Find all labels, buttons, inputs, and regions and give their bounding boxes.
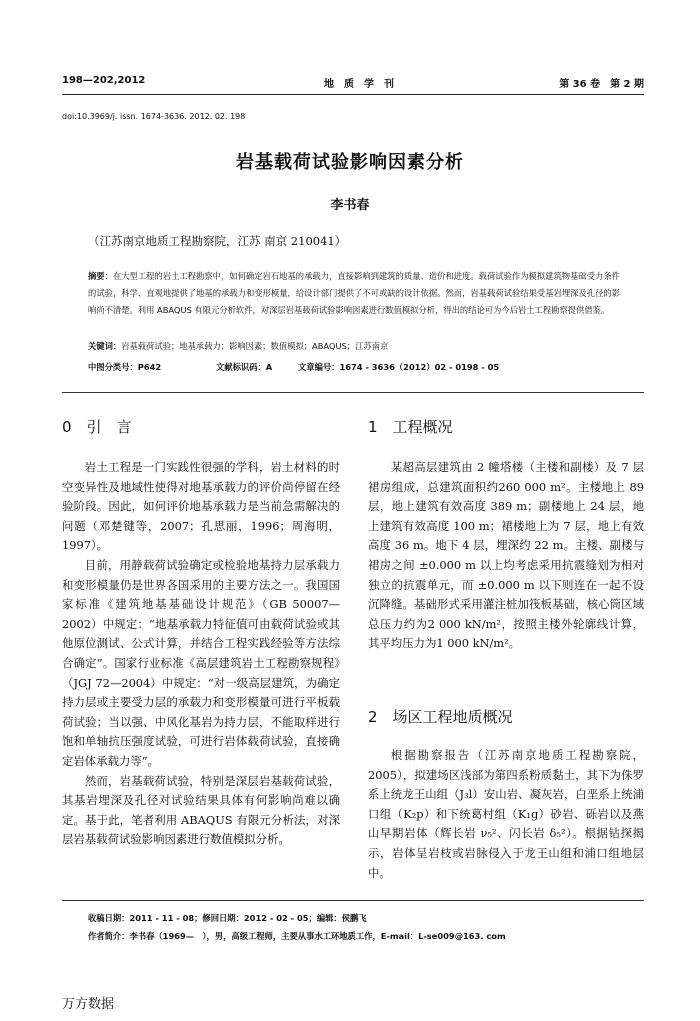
paragraph: 某超高层建筑由 2 幢塔楼（主楼和副楼）及 7 层裙房组成，总建筑面积约260 000 m²。主楼地上 89 层，地上建筑有效高度 389 m；副楼地上 24 层，地上建筑有效高度 100 m；裙楼地上为 7 层，地上有效高度 36 m。地下 4 层，埋深约 22 m。主楼、副楼与裙房之间 ±0.000 m 以上均考虑采用抗震缝划为相对独立的抗震单元，而 ±0.000 m 以下则连在一起不设沉降缝。基础形式采用灌注桩加筏板基础，核心筒区域总压力约为2 000 kN/m²，按照主楼外轮廓线计算，其平均压力为1 000 kN/m²。 [368,460,644,651]
article-number: 文章编号：1674 - 3636（2012）02 - 0198 - 05 [298,362,500,372]
clc-number: 中图分类号：P642 [88,362,162,372]
abstract-text: 在大型工程的岩土工程勘察中，如何确定岩石地基的承载力，直接影响到建筑的质量、造价和进度。载荷试验作为模拟建筑物基础受力条件的试验，科学、直观地提供了地基的承载力和变形模量，给设计部门提供了不可或缺的设计依据。然而，岩基载荷试验结果受基岩埋深及孔径的影响尚不清楚。利用 ABAQUS 有限元分析软件，对深层岩基载荷试验影响因素进行数值模拟分析，得出的结论可为今后岩土工程勘察提供借鉴。 [88,271,620,316]
author-bio: 作者简介：李书春（1969— ），男，高级工程师，主要从事水工环地质工作，E-mail：L-se009@163. com [88,931,506,941]
header-volume: 第 36 卷 第 2 期 [559,79,644,90]
paper-title: 岩基载荷试验影响因素分析 [236,152,464,173]
keywords-label: 关键词： [88,341,122,351]
section-0-body [62,458,340,850]
keywords [88,340,628,352]
doc-code: 文献标识码：A [216,362,273,372]
abstract-label: 摘要： [88,271,113,281]
running-header [62,75,644,89]
section-2-body [368,746,644,883]
author: 李书春 [330,198,370,213]
doi: doi:10.3969/j. issn. 1674-3636. 2012. 02. 198 [62,112,246,121]
keywords-text: 岩基载荷试验；地基承载力；影响因素；数值模拟；ABAQUS；江苏南京 [121,341,389,351]
section-2-heading: 2 场区工程地质概况 [368,708,513,726]
header-pages: 198—202,2012 [62,75,146,86]
paragraph: 目前，用静载荷试验确定或检验地基持力层承载力和变形模量仍是世界各国采用的主要方法之一。我国国家标准《建筑地基基础设计规范》（GB 50007—2002）中规定：“地基承载力特征值可由载荷试验或其他原位测试、公式计算，并结合工程实践经验等方法综合确定”。国家行业标准《高层建筑岩土工程勘察规程》（JGJ 72—2004）中规定：“对一级高层建筑，为确定持力层或主要受力层的承载力和变形模量可进行平板载荷试验；当以强、中风化基岩为持力层，不能取样进行饱和单轴抗压强度试验，可进行岩体载荷试验，直接确定岩体承载力等”。 [62,557,340,768]
paragraph: 然而，岩基载荷试验，特别是深层岩基载荷试验，其基岩埋深及孔径对试验结果具体有何影响尚难以确定。基于此，笔者利用 ABAQUS 有限元分析法，对深层岩基载荷试验影响因素进行数值模拟分析。 [62,773,340,847]
abstract [88,268,620,320]
paragraph: 岩土工程是一门实践性很强的学科，岩土材料的时空变异性及地域性使得对地基承载力的评价尚停留在经验阶段。因此，如何评价地基承载力是当前急需解决的问题（邓楚键等，2007；孔思丽，1996；周海明，1997）。 [62,460,340,553]
classification-line [88,361,628,373]
watermark: 万方数据 [62,997,115,1012]
paragraph: 根据勘察报告（江苏南京地质工程勘察院，2005），拟建场区浅部为第四系粉质黏土，其下为侏罗系上统龙王山组（J₃l）安山岩、凝灰岩，白垩系上统浦口组（K₂p）和下统葛村组（K₁g）砂岩、砾岩以及燕山早期岩体（辉长岩 ν₅²、闪长岩 δ₅²）。根据钻探揭示，岩体呈岩枝或岩脉侵入于龙王山组和浦口组地层中。 [368,748,644,880]
section-rule [62,392,644,393]
section-0-heading: 0 引 言 [62,418,132,436]
affiliation: （江苏南京地质工程勘察院，江苏 南京 210041） [88,234,347,248]
header-rule [62,94,644,95]
received-dates: 收稿日期：2011 - 11 - 08；修回日期：2012 - 02 - 05；编辑：侯鹏飞 [88,913,367,923]
header-journal: 地 质 学 刊 [324,79,394,90]
section-1-heading: 1 工程概况 [368,418,453,436]
footnote-rule [62,900,644,901]
section-1-body [368,458,644,654]
